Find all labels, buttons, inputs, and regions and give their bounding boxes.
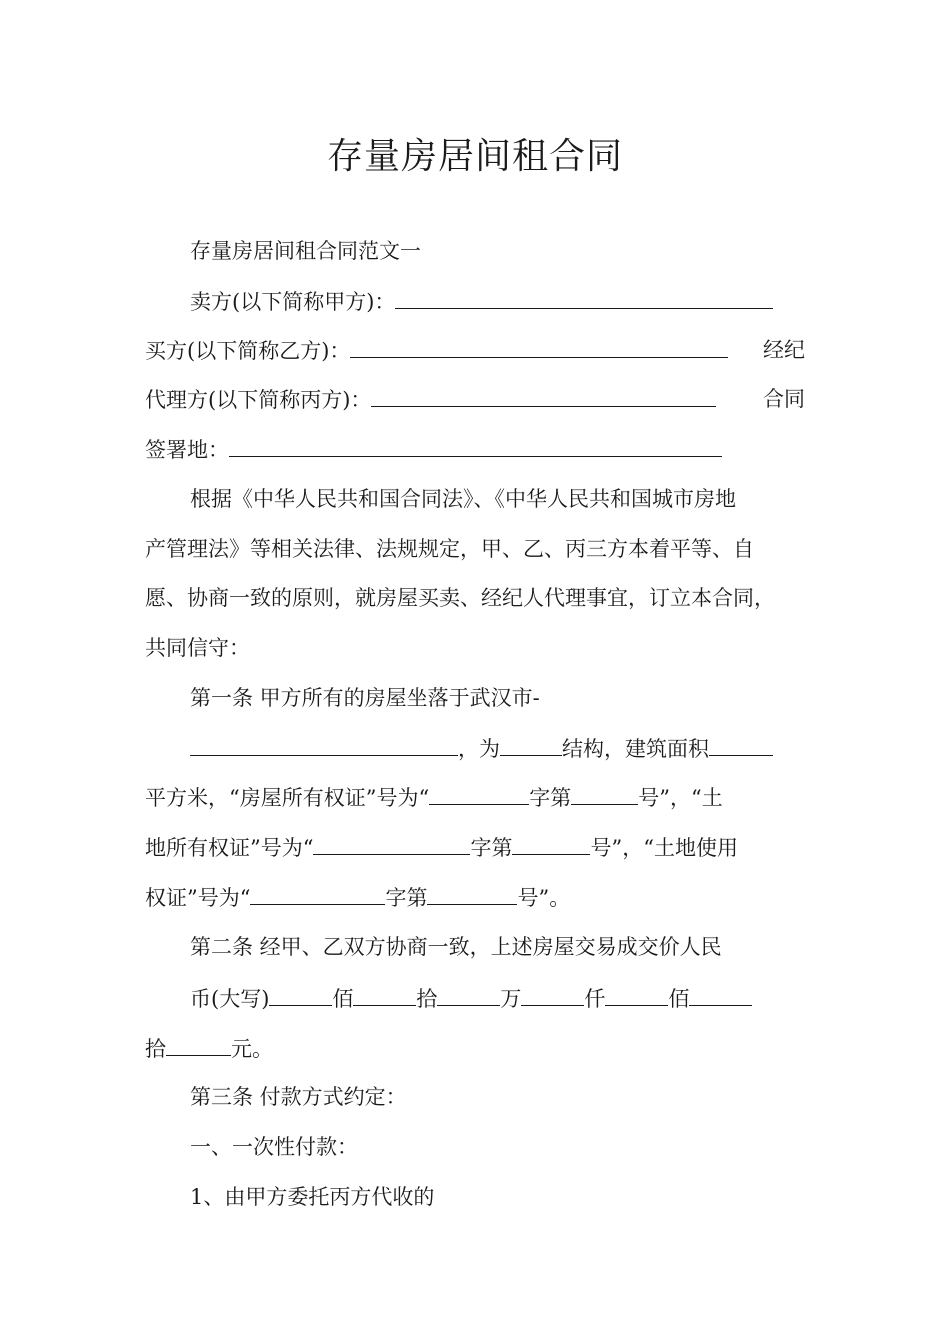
- sign-place-line: [145, 434, 805, 465]
- party-c-blank[interactable]: [371, 384, 716, 407]
- article-3-heading: 第三条 付款方式约定：: [190, 1085, 407, 1109]
- land-own-cert-no-blank[interactable]: [512, 832, 590, 855]
- price-blank[interactable]: [605, 983, 668, 1006]
- preamble-line-3: 愿、协商一致的原则，就房屋买卖、经纪人代理事宜，订立本合同，: [145, 586, 775, 610]
- article-1-heading: 第一条 甲方所有的房屋坐落于武汉市-: [190, 686, 540, 710]
- party-b-tail: 经纪: [763, 338, 805, 362]
- article-2-heading: 第二条 经甲、乙双方协商一致，上述房屋交易成交价人民: [190, 935, 722, 959]
- article-1-text: 号”，“土: [638, 786, 723, 810]
- party-b-line: [145, 335, 805, 366]
- article-1-text: 地所有权证”号为“: [145, 836, 314, 860]
- item-1-text: 1、由甲方委托丙方代收的: [190, 1185, 435, 1209]
- party-c-label: 代理方(以下简称丙方)：: [145, 388, 372, 412]
- party-a-blank[interactable]: [395, 286, 773, 309]
- article-2-line-2: [190, 983, 805, 1014]
- preamble-line-2: 产管理法》等相关法律、法规规定，甲、乙、丙三方本着平等、自: [145, 537, 754, 561]
- article-2-text: 仟: [584, 987, 606, 1011]
- party-c-line: [145, 384, 805, 415]
- land-own-cert-zi-blank[interactable]: [313, 832, 470, 855]
- article-1-text: 字第: [385, 886, 428, 910]
- party-b-blank[interactable]: [350, 335, 728, 358]
- article-2-text: 佰: [668, 987, 690, 1011]
- price-blank[interactable]: [521, 983, 584, 1006]
- party-b-label: 买方(以下简称乙方)：: [145, 339, 351, 363]
- price-blank[interactable]: [269, 983, 332, 1006]
- article-1-text: 权证”号为“: [145, 886, 251, 910]
- article-2-text: 拾: [145, 1037, 166, 1061]
- structure-blank[interactable]: [500, 733, 562, 756]
- party-a-label: 卖方(以下简称甲方)：: [190, 290, 396, 314]
- land-use-cert-zi-blank[interactable]: [250, 882, 385, 905]
- party-a-line: [190, 286, 805, 317]
- article-1-text: 字第: [470, 836, 513, 860]
- document-title: 存量房居间租合同: [326, 136, 623, 177]
- article-2-line-3: [145, 1033, 805, 1064]
- house-cert-zi-blank[interactable]: [429, 782, 529, 805]
- article-1-line-4: [145, 832, 805, 863]
- address-blank[interactable]: [190, 733, 458, 756]
- house-cert-no-blank[interactable]: [571, 782, 638, 805]
- article-2-text: 币(大写): [190, 987, 270, 1011]
- area-blank[interactable]: [709, 733, 773, 756]
- article-1-line-2: [190, 733, 805, 764]
- subtitle: 存量房居间租合同范文一: [190, 239, 421, 263]
- article-1-line-3: [145, 782, 805, 813]
- article-1-text: 平方米，“房屋所有权证”号为“: [145, 786, 430, 810]
- article-1-text: 号”，“土地使用: [590, 836, 738, 860]
- price-blank[interactable]: [437, 983, 500, 1006]
- article-1-text: 结构，建筑面积: [562, 737, 709, 761]
- article-1-text: 字第: [529, 786, 572, 810]
- sign-place-blank[interactable]: [229, 434, 722, 457]
- item-one-heading: 一、一次性付款：: [190, 1135, 358, 1159]
- article-1-line-5: [145, 882, 805, 913]
- article-1-text: 号”。: [517, 886, 571, 910]
- article-2-text: 万: [500, 987, 522, 1011]
- preamble-line-4: 共同信守：: [145, 636, 250, 660]
- article-2-text: 元。: [231, 1037, 273, 1061]
- sign-place-label: 签署地：: [145, 438, 229, 462]
- land-use-cert-no-blank[interactable]: [427, 882, 517, 905]
- article-2-text: 佰: [332, 987, 354, 1011]
- preamble-line-1: 根据《中华人民共和国合同法》、《中华人民共和国城市房地: [190, 487, 736, 511]
- price-blank[interactable]: [689, 983, 752, 1006]
- party-c-tail: 合同: [763, 387, 805, 411]
- price-blank[interactable]: [166, 1033, 231, 1056]
- price-blank[interactable]: [353, 983, 416, 1006]
- article-2-text: 拾: [416, 987, 438, 1011]
- article-1-text: ，为: [458, 737, 500, 761]
